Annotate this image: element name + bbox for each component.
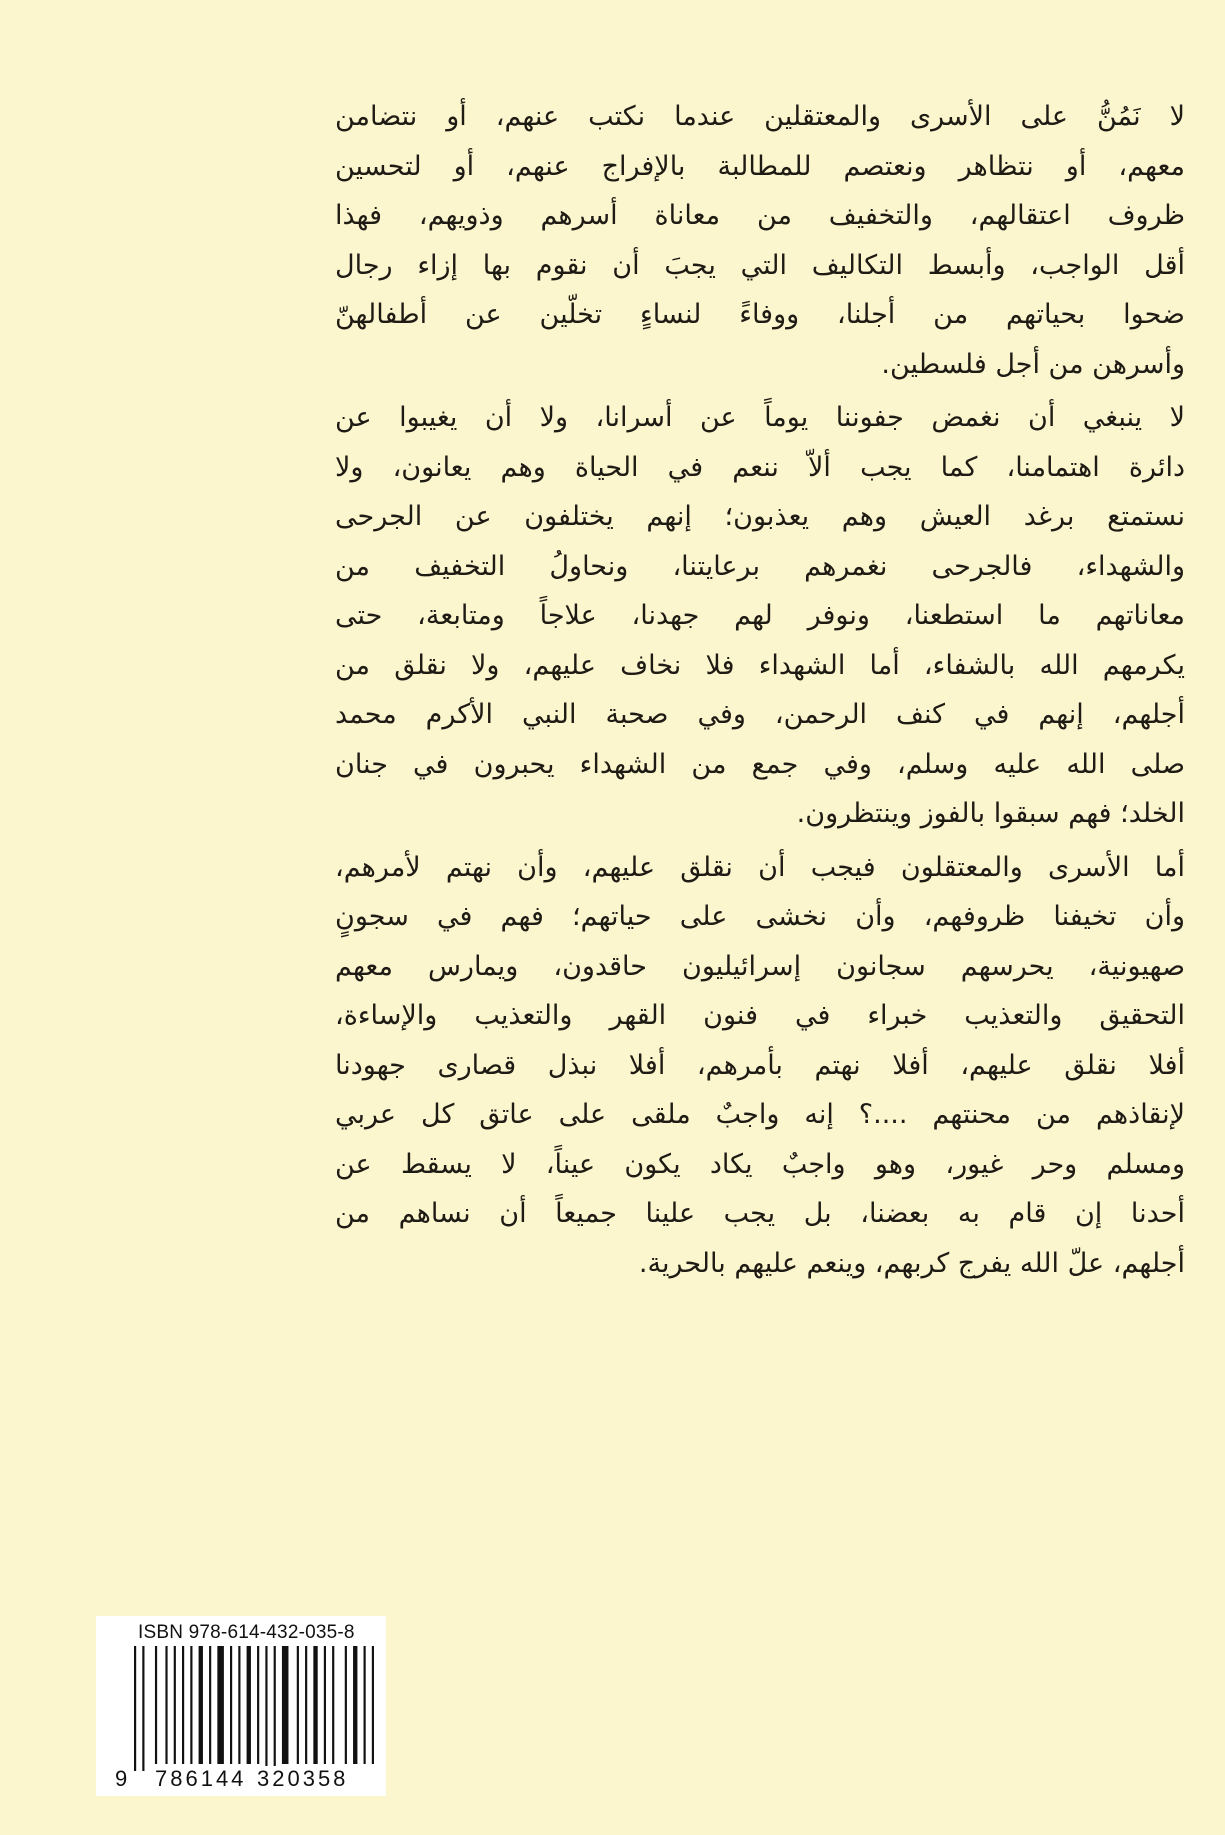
barcode-bar	[353, 1646, 357, 1764]
text-line: التحقيق والتعذيب خبراء في فنون القهر والتعذيب والإساءة،	[335, 1000, 1185, 1031]
text-line: دائرة اهتمامنا، كما يجب ألاّ ننعم في الحياة وهم يعانون، ولا	[335, 451, 1185, 483]
barcode-bar	[297, 1646, 299, 1764]
text-line: أحدنا إن قام به بعضنا، بل يجب علينا جميعاً أن نساهم من	[335, 1198, 1185, 1229]
isbn-label: ISBN 978-614-432-035-8	[138, 1622, 355, 1643]
barcode-bar	[209, 1646, 211, 1764]
text-line: ومسلم وحر غيور، وهو واجبٌ يكاد يكون عيناً، لا يسقط عن	[335, 1148, 1185, 1180]
barcode-bar	[274, 1646, 276, 1771]
text-line: صهيونية، يحرسهم سجانون إسرائيليون حاقدون، ويمارس معهم	[335, 950, 1185, 982]
barcode-bar	[142, 1646, 144, 1771]
text-line: ضحوا بحياتهم من أجلنا، ووفاءً لنساءٍ تخلّين عن أطفالهنّ	[335, 299, 1185, 330]
barcode-bar	[345, 1646, 347, 1764]
text-line: أقل الواجب، وأبسط التكاليف التي يجبَ أن نقوم بها إزاء رجال	[335, 249, 1185, 281]
text-line: معاناتهم ما استطعنا، ونوفر لهم جهدنا، علاجاً ومتابعة، حتى	[335, 600, 1185, 631]
text-line: وأن تخيفنا ظروفهم، وأن نخشى على حياتهم؛ فهم في سجونٍ	[335, 901, 1185, 932]
isbn-barcode	[96, 1616, 386, 1796]
barcode-bar	[324, 1646, 326, 1764]
text-line: ظروف اعتقالهم، والتخفيف من معاناة أسرهم وذويهم، فهذا	[335, 200, 1185, 231]
text-line: لا نَمُنُّ على الأسرى والمعتقلين عندما نكتب عنهم، أو نتضامن	[335, 101, 1185, 132]
paragraph	[335, 843, 1185, 1289]
barcode-bar	[313, 1646, 317, 1764]
barcode-bar	[282, 1646, 289, 1764]
text-line: أفلا نقلق عليهم، أفلا نهتم بأمرهم، أفلا نبذل قصارى جهودنا	[335, 1049, 1185, 1081]
barcode-bar	[165, 1646, 167, 1764]
back-cover-text	[335, 92, 1185, 1288]
barcode-bar	[247, 1646, 251, 1764]
barcode-bar	[230, 1646, 232, 1764]
text-line: أجلهم، إنهم في كنف الرحمن، وفي صحبة النبي الأكرم محمد	[335, 699, 1185, 730]
barcode-bar	[182, 1646, 184, 1764]
barcode-lead-digit: 9	[115, 1766, 131, 1791]
barcode-bar	[305, 1646, 307, 1764]
text-line: معهم، أو نتظاهر ونعتصم للمطالبة بالإفراج عنهم، أو لتحسين	[335, 150, 1185, 182]
text-line: أجلهم، علّ الله يفرج كربهم، وينعم عليهم بالحرية.	[638, 1247, 1185, 1279]
text-line: وأسرهن من أجل فلسطين.	[881, 348, 1185, 380]
barcode-right-digits: 320358	[257, 1766, 349, 1791]
barcode-bar	[155, 1646, 157, 1764]
barcode-bar	[174, 1646, 176, 1764]
barcode-bar	[372, 1646, 374, 1764]
barcode-bar	[134, 1646, 136, 1771]
text-line: نستمتع برغد العيش وهم يعذبون؛ إنهم يختلفون عن الجرحى	[335, 501, 1185, 532]
barcode-bar	[238, 1646, 240, 1764]
text-line: والشهداء، فالجرحى نغمرهم برعايتنا، ونحاولُ التخفيف من	[335, 550, 1185, 582]
text-line: يكرمهم الله بالشفاء، أما الشهداء فلا نخاف عليهم، ولا نقلق من	[335, 649, 1185, 681]
paragraph	[335, 92, 1185, 389]
text-line: صلى الله عليه وسلم، وفي جمع من الشهداء يحبرون في جنان	[335, 748, 1185, 780]
barcode-bar	[265, 1646, 267, 1771]
barcode-bar	[332, 1646, 334, 1764]
barcode-bar	[257, 1646, 259, 1764]
barcode-left-digits: 786144	[155, 1766, 247, 1791]
barcode-bar	[364, 1646, 366, 1764]
barcode-bar	[217, 1646, 224, 1764]
barcode-bar	[190, 1646, 192, 1764]
paragraph	[335, 393, 1185, 839]
text-line: الخلد؛ فهم سبقوا بالفوز وينتظرون.	[796, 798, 1185, 829]
barcode-bars	[134, 1646, 374, 1771]
text-line: لا ينبغي أن نغمض جفوننا يوماً عن أسرانا، ولا أن يغيبوا عن	[335, 402, 1185, 433]
text-line: لإنقاذهم من محنتهم ....؟ إنه واجبٌ ملقى على عاتق كل عربي	[335, 1099, 1185, 1130]
barcode-bar	[199, 1646, 203, 1764]
text-line: أما الأسرى والمعتقلون فيجب أن نقلق عليهم، وأن نهتم لأمرهم،	[335, 851, 1185, 883]
